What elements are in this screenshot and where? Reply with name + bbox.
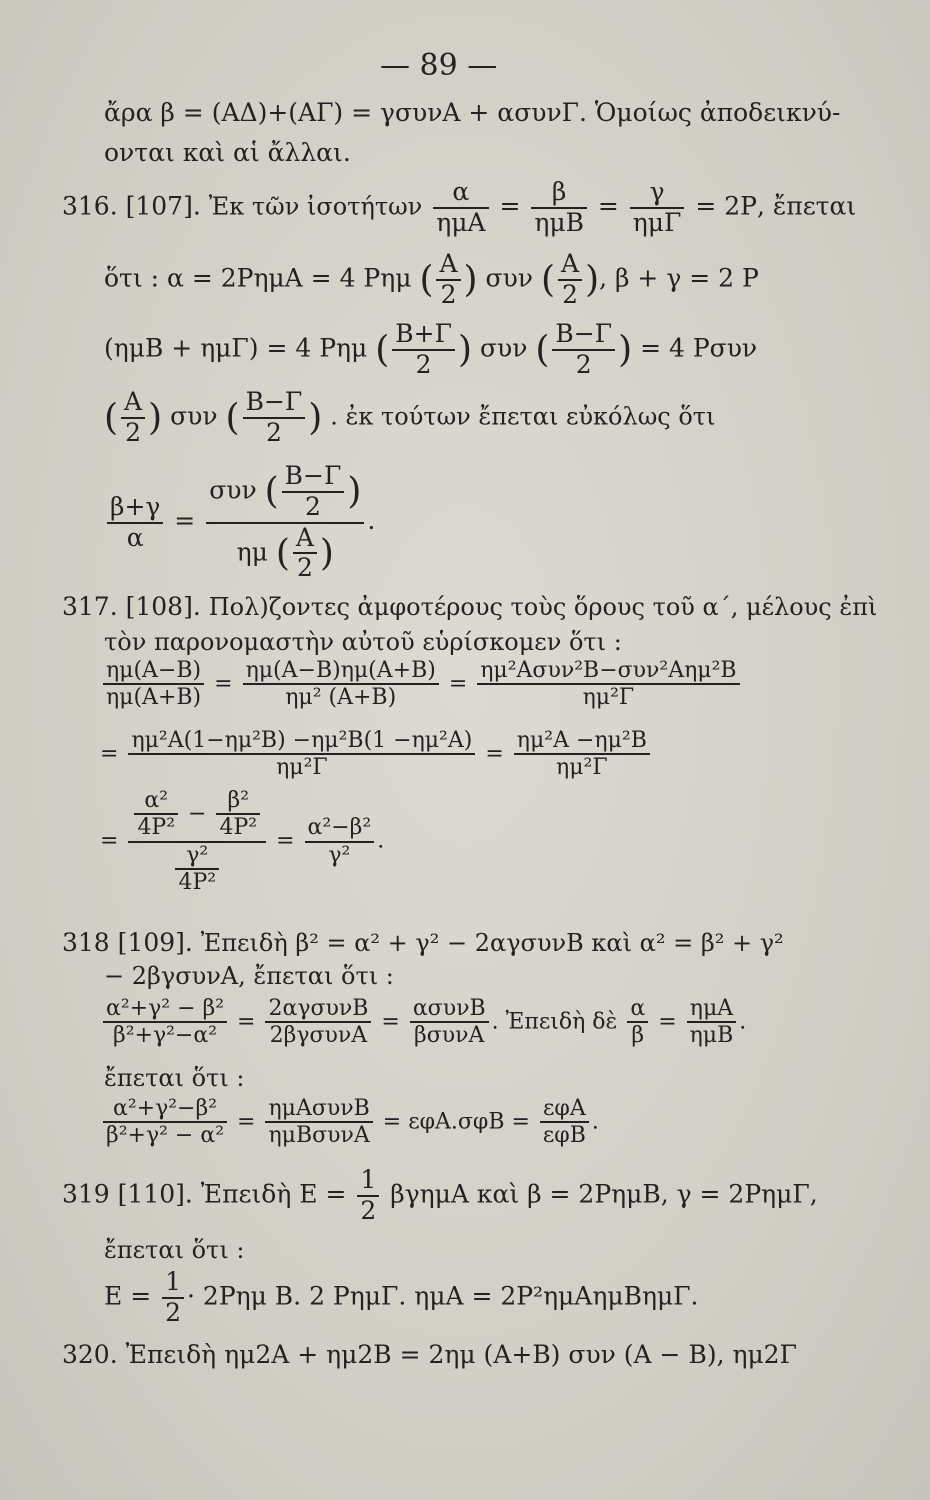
text-line-1: ἄρα β = (ΑΔ)+(ΑΓ) = γσυνΑ + ασυνΓ. Ὁμοίως ἀποδεικνύ- — [104, 98, 841, 127]
fraction: $\frac{A}{2}$ — [558, 250, 582, 310]
formula-text: = 2Ρ, ἔπεται — [695, 191, 857, 221]
section-316-line-1: 316. [107]. Ἐκ τῶν ἰσοτήτων $\frac{\alpha}{\text{ημΑ}}$ = $\frac{\beta}{\text{ημΒ}}$ = $\frac{\gamma}{\text{ημΓ}}$ = 2Ρ, ἔπεται — [62, 177, 857, 237]
section-317-eq-1: $\frac{\eta\mu(A-B)}{\eta\mu(A+B)}$ = $\frac{\eta\mu(A-B)\eta\mu(A+B)}{\text{ημ² (Α+Β)}}$ = $\frac{\text{ημ²Ασυν²Β−συν²Αημ²Β}}{\text{ημ²Γ}}$ — [100, 658, 743, 711]
section-number: 320. — [62, 1340, 118, 1369]
fraction: $\frac{\text{ημ²Α −ημ²Β}}{\text{ημ²Γ}}$ — [514, 728, 650, 781]
section-316-line-2: ὅτι : α = 2ΡημΑ = 4 Ρημ ( $\frac{A}{2}$ ) συν ( $\frac{A}{2}$ ), β + γ = 2 Ρ — [104, 249, 759, 309]
fraction: $\frac{\alpha}{\text{ημΑ}}$ — [433, 178, 488, 238]
section-text: Πολ)ζοντες ἀμφοτέρους τοὺς ὅρους τοῦ α΄, μέλους ἐπὶ — [208, 593, 878, 621]
fraction: $\frac{B-\Gamma}{2}$ — [552, 320, 615, 380]
fraction: $\frac{\text{εφΑ}}{\text{εφΒ}}$ — [540, 1096, 589, 1149]
section-317-line-2: τὸν παρονομαστὴν αὐτοῦ εὑρίσκομεν ὅτι : — [104, 628, 622, 656]
formula-text: ὅτι : α = 2ΡημΑ = 4 Ρημ — [104, 263, 412, 293]
fraction: $\frac{A}{2}$ — [121, 388, 145, 448]
fraction: $\frac{\text{α²+γ² − β²}}{\text{β²+γ²−α²}}$ — [103, 996, 227, 1049]
section-316-line-4: ( $\frac{A}{2}$ ) συν ( $\frac{B-\Gamma}{2}$ ) . ἐκ τούτων ἔπεται εὐκόλως ὅτι — [104, 387, 716, 447]
section-number: 319 [110]. — [62, 1179, 193, 1209]
section-318-line-1 — [62, 928, 784, 957]
fraction: $\frac{\text{α²−β²}}{\text{γ²}}$ — [305, 815, 375, 868]
fraction: $\frac{A}{2}$ — [436, 250, 460, 310]
fraction: $\frac{\alpha}{\beta}$ — [627, 996, 648, 1049]
section-320-line-1 — [62, 1340, 797, 1369]
formula-text: = 4 Ρσυν — [640, 333, 758, 363]
section-text: Ἐπειδὴ ημ2Α + ημ2Β = 2ημ (Α+Β) συν (Α − Β), ημ2Γ — [125, 1340, 797, 1369]
section-317-eq-3: = $\frac{\text{α²}}{\text{4Ρ²}}$ − $\frac{\text{β²}}{\text{4Ρ²}}$ $\frac{\text{γ²}}{\text{4Ρ²}}$ = $\frac{\text{α²−β²}}{\text{γ²}}$ . — [100, 788, 385, 895]
section-number: 316. [107]. — [62, 191, 201, 221]
section-number: 317. [108]. — [62, 592, 201, 621]
fraction: $\frac{\beta}{\text{ημΒ}}$ — [531, 178, 587, 238]
fraction: $\frac{\text{ημ²Ασυν²Β−συν²Αημ²Β}}{\text{ημ²Γ}}$ — [477, 658, 739, 711]
section-number: 318 [109]. — [62, 928, 193, 957]
section-319-line-2: ἔπεται ὅτι : — [104, 1236, 245, 1264]
fraction: $\frac{\text{α²}}{\text{4Ρ²}}$ − $\frac{\text{β²}}{\text{4Ρ²}}$ $\frac{\text{γ²}}{\text{4Ρ²}}$ — [128, 788, 266, 895]
fraction: $\frac{1}{2}$ — [357, 1166, 379, 1226]
section-text: Ἐπειδὴ β² = α² + γ² − 2αγσυνΒ καὶ α² = β² + γ² — [200, 929, 784, 957]
section-318-eq-2: $\frac{\text{α²+γ²−β²}}{\text{β²+γ² − α²}}$ = $\frac{\text{ημΑσυνΒ}}{\text{ημΒσυνΑ}}$ = εφΑ.σφΒ = $\frac{\text{εφΑ}}{\text{εφΒ}}$ . — [100, 1096, 599, 1149]
section-317-eq-2: = $\frac{\text{ημ²Α(1−ημ²Β) −ημ²Β(1 −ημ²Α)}}{\text{ημ²Γ}}$ = $\frac{\text{ημ²Α −ημ²Β}}{\text{ημ²Γ}}$ — [100, 728, 653, 781]
formula-text: (ημΒ + ημΓ) = 4 Ρημ — [104, 333, 368, 363]
fraction: $\frac{\text{ασυνΒ}}{\text{βσυνΑ}}$ — [410, 996, 489, 1049]
formula-text: συν — [170, 401, 218, 431]
formula-text: . ἐκ τούτων ἔπεται εὐκόλως ὅτι — [330, 402, 716, 431]
section-318-line-2: − 2βγσυνΑ, ἔπεται ὅτι : — [104, 962, 394, 990]
section-316-line-3: (ημΒ + ημΓ) = 4 Ρημ ( $\frac{B+\Gamma}{2}$ ) συν ( $\frac{B-\Gamma}{2}$ ) = 4 Ρσυν — [104, 319, 758, 379]
fraction: $\frac{\gamma}{\text{ημΓ}}$ — [630, 178, 685, 238]
fraction: $\frac{\text{ημ²Α(1−ημ²Β) −ημ²Β(1 −ημ²Α)}}{\text{ημ²Γ}}$ — [128, 728, 475, 781]
fraction: $\frac{B-\Gamma}{2}$ — [243, 388, 306, 448]
fraction: $\frac{\beta+\gamma}{\alpha}$ — [107, 493, 163, 553]
formula-text: συν — [485, 263, 534, 293]
formula-text: , β + γ = 2 Ρ — [599, 263, 759, 293]
fraction: $\frac{\eta\mu(A-B)\eta\mu(A+B)}{\text{ημ² (Α+Β)}}$ — [243, 658, 439, 711]
section-318-line-3: ἔπεται ὅτι : — [104, 1064, 245, 1092]
section-text: Ἐκ τῶν ἰσοτήτων — [208, 192, 423, 221]
fraction: $\frac{\text{ημΑ}}{\text{ημΒ}}$ — [687, 996, 737, 1049]
text-line-2: ονται καὶ αἱ ἄλλαι. — [104, 138, 351, 167]
formula-text: συν — [479, 333, 528, 363]
fraction: $\frac{\text{α²+γ²−β²}}{\text{β²+γ² − α²}}$ — [103, 1096, 227, 1149]
page-number: — 89 — — [380, 48, 498, 83]
section-319-eq: Ε = $\frac{1}{2}$ · 2Ρημ Β. 2 ΡημΓ. ημΑ = 2Ρ²ημΑημΒημΓ. — [104, 1267, 699, 1327]
fraction: $\frac{\text{2αγσυνΒ}}{\text{2βγσυνΑ}}$ — [265, 996, 371, 1049]
section-317-line-1 — [62, 592, 877, 621]
section-319-line-1: 319 [110]. Ἐπειδὴ Ε = $\frac{1}{2}$ βγημΑ καὶ β = 2ΡημΒ, γ = 2ΡημΓ, — [62, 1165, 818, 1225]
fraction: $\frac{\text{ημΑσυνΒ}}{\text{ημΒσυνΑ}}$ — [265, 1096, 372, 1149]
fraction: $\frac{B+\Gamma}{2}$ — [392, 320, 455, 380]
fraction: συν ( $\frac{B-\Gamma}{2}$ ) ημ ( $\frac{A}{2}$ ) — [206, 462, 364, 583]
section-316-result: $\frac{\beta+\gamma}{\alpha}$ = συν ( $\frac{B-\Gamma}{2}$ ) ημ ( $\frac{A}{2}$ ) . — [104, 462, 375, 583]
fraction: $\frac{1}{2}$ — [162, 1268, 184, 1328]
section-318-eq-1: $\frac{\text{α²+γ² − β²}}{\text{β²+γ²−α²}}$ = $\frac{\text{2αγσυνΒ}}{\text{2βγσυνΑ}}$ = $\frac{\text{ασυνΒ}}{\text{βσυνΑ}}$ . Ἐπειδὴ δὲ $\frac{\alpha}{\beta}$ = $\frac{\text{ημΑ}}{\text{ημΒ}}$ . — [100, 996, 746, 1049]
fraction: $\frac{\eta\mu(A-B)}{\eta\mu(A+B)}$ — [103, 658, 204, 711]
